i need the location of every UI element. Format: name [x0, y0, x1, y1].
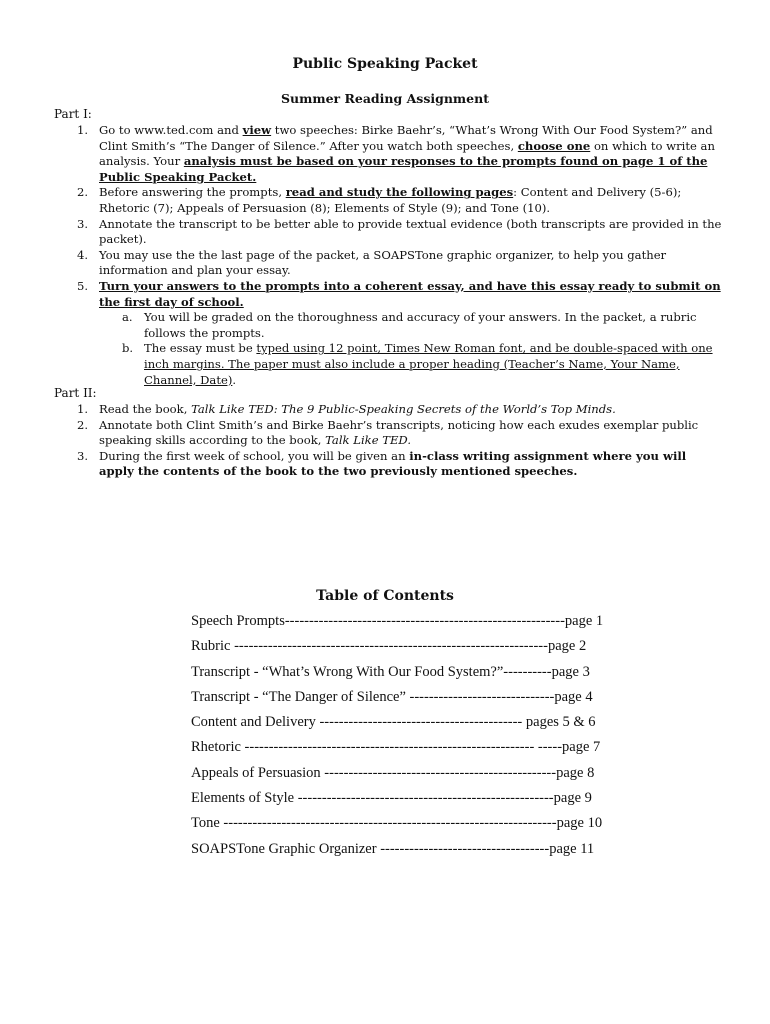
part-2-label: Part II:: [54, 386, 97, 400]
toc-title: Table of Contents: [316, 588, 454, 604]
item-number: 2.: [77, 417, 89, 432]
list-item: [54, 402, 722, 418]
item-text: During the first week of school, you will be given an: [99, 448, 410, 463]
item-emphasis: choose one: [517, 138, 591, 153]
toc-entry: Elements of Style -----------------------------------------------------page 9: [191, 790, 592, 807]
list-item: [54, 185, 722, 216]
item-emphasis: read and study the following pages: [285, 185, 514, 200]
item-text: two speeches: Birke Baehr’s, “What’s Wrong With Our Food System?” and Clint Smith’s “The Danger of Silence.” After you watch both speeches,: [99, 123, 713, 153]
page-title: Public Speaking Packet: [292, 56, 478, 72]
item-number: 1.: [77, 123, 89, 137]
toc-entry: Transcript - “What’s Wrong With Our Food System?”----------page 3: [191, 663, 590, 680]
item-emphasis: view: [242, 123, 272, 137]
toc-entry: SOAPSTone Graphic Organizer -----------------------------------page 11: [191, 840, 595, 857]
page-subtitle: Summer Reading Assignment: [281, 91, 489, 106]
item-text: on which to write an analysis. Your: [99, 138, 715, 169]
table-of-contents: [191, 611, 651, 864]
list-item: [54, 279, 722, 310]
part-2-list: [54, 402, 722, 480]
item-number: b.: [122, 341, 134, 356]
item-number: a.: [122, 310, 133, 325]
toc-entry: Rhetoric ------------------------------------------------------------ -----page 7: [191, 739, 601, 756]
item-text: .: [232, 372, 237, 387]
item-emphasis: in-class writing assignment where you will apply the contents of the book to the two previously mentioned speeches.: [99, 448, 687, 479]
item-number: 3.: [77, 448, 89, 463]
item-text: Read the book,: [99, 402, 192, 416]
item-text: Annotate both Clint Smith’s and Birke Baehr’s transcripts, noticing how each exudes exemplar public speaking skills according to the book,: [99, 417, 699, 448]
book-title: Talk Like TED: The 9 Public-Speaking Secrets of the World’s Top Minds.: [191, 402, 616, 416]
list-item: [54, 449, 722, 480]
item-number: 2.: [77, 185, 89, 200]
sub-list-item: [54, 310, 722, 341]
part-1-label: Part I:: [54, 107, 92, 121]
list-item: [54, 418, 722, 449]
item-number: 4.: [77, 247, 89, 262]
part-1-list: [54, 123, 722, 388]
toc-entry: Speech Prompts----------------------------------------------------------page 1: [191, 613, 604, 629]
item-emphasis: Turn your answers to the prompts into a coherent essay, and have this essay ready to submit on the first day of school.: [99, 278, 721, 309]
item-number: 5.: [77, 278, 89, 293]
item-text: Go to www.ted.com and: [99, 123, 243, 137]
list-item: [54, 248, 722, 279]
item-number: 1.: [77, 402, 89, 416]
item-emphasis: typed using 12 point, Times New Roman font, and be double-spaced with one inch margins. The paper must also include a proper heading (Teacher’s Name, Your Name, Channel, Date): [144, 341, 713, 387]
book-title: Talk Like TED.: [325, 433, 411, 448]
toc-entry: Appeals of Persuasion ------------------------------------------------page 8: [191, 764, 595, 781]
item-text: Before answering the prompts,: [99, 185, 286, 200]
toc-entry: Rubric -----------------------------------------------------------------page 2: [191, 638, 587, 655]
list-item: [54, 217, 722, 248]
toc-entry: Content and Delivery ------------------------------------------ pages 5 & 6: [191, 714, 596, 731]
toc-entry: Transcript - “The Danger of Silence” ------------------------------page 4: [191, 688, 593, 705]
item-text: You may use the the last page of the packet, a SOAPSTone graphic organizer, to help you gather information and plan your essay.: [99, 247, 667, 278]
item-number: 3.: [77, 216, 89, 231]
item-emphasis: analysis must be based on your responses to the prompts found on page 1 of the Public Speaking Packet.: [99, 154, 708, 184]
item-text: Annotate the transcript to be better able to provide textual evidence (both transcripts are provided in the packet).: [99, 216, 722, 247]
item-text: The essay must be: [144, 341, 257, 356]
toc-entry: Tone ---------------------------------------------------------------------page 10: [191, 815, 603, 832]
sub-list-item: [54, 341, 722, 388]
item-text: : Content and Delivery (5-6); Rhetoric (7); Appeals of Persuasion (8); Elements of Style (9); and Tone (10).: [99, 185, 682, 215]
item-text: You will be graded on the thoroughness and accuracy of your answers. In the packet, a rubric follows the prompts.: [144, 310, 697, 340]
list-item: [54, 123, 722, 185]
